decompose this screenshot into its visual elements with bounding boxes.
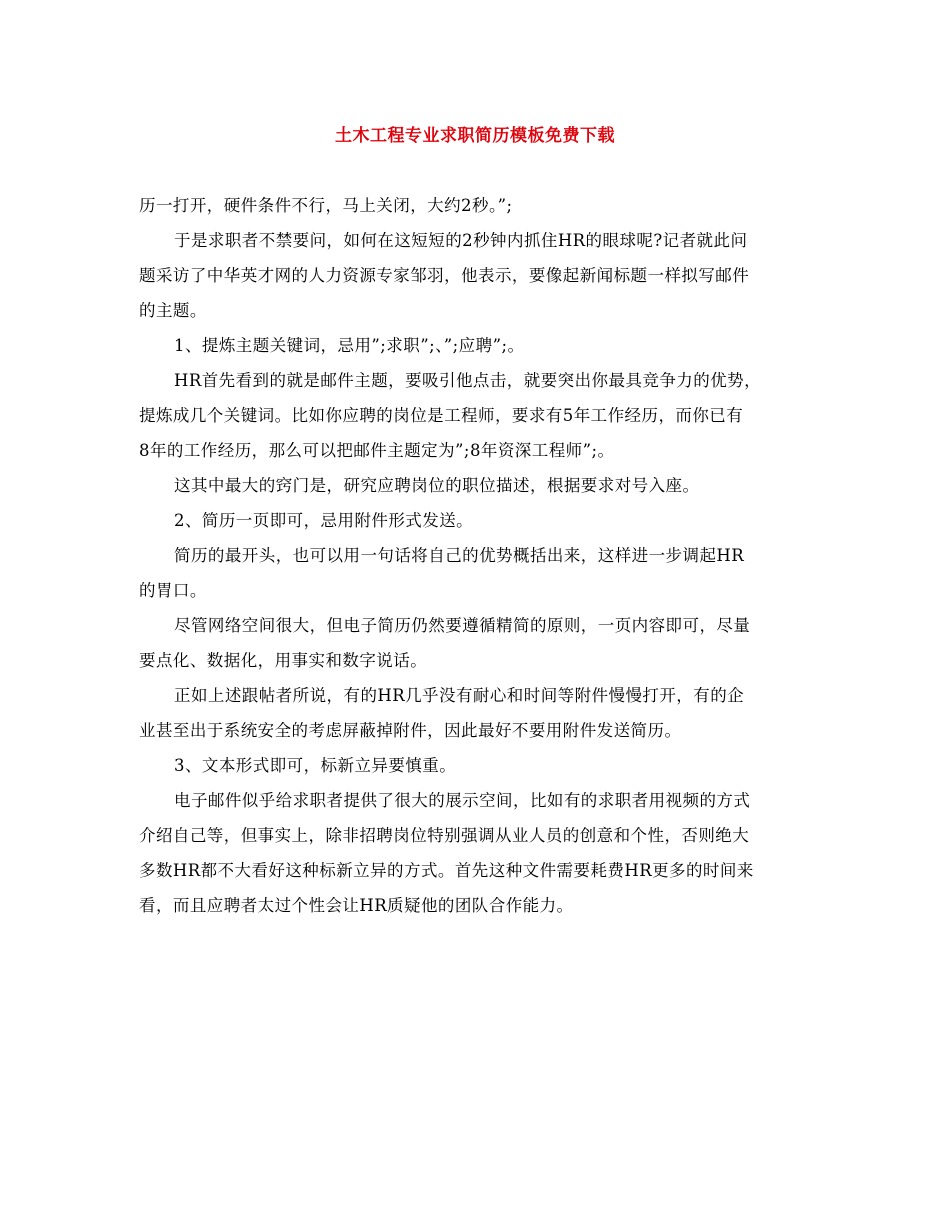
document-line: 正如上述跟帖者所说，有的HR几乎没有耐心和时间等附件慢慢打开，有的企 (174, 686, 745, 705)
document-line: 介绍自己等，但事实上，除非招聘岗位特别强调从业人员的创意和个性，否则绝大 (139, 826, 750, 845)
document-line: 的主题。 (139, 301, 207, 320)
document-line: 要点化、数据化，用事实和数字说话。 (139, 651, 428, 670)
document-line: 3、文本形式即可，标新立异要慎重。 (174, 756, 457, 775)
document-line: 1、提炼主题关键词，忌用”;求职”;、”;应聘”;。 (174, 336, 525, 355)
document-line: 历一打开，硬件条件不行，马上关闭，大约2秒。”; (139, 196, 513, 215)
document-line: HR首先看到的就是邮件主题，要吸引他点击，就要突出你最具竞争力的优势， (174, 371, 762, 390)
document-line: 题采访了中华英才网的人力资源专家邹羽，他表示，要像起新闻标题一样拟写邮件 (139, 266, 750, 285)
document-body (139, 188, 819, 923)
document-line: 多数HR都不大看好这种标新立异的方式。首先这种文件需要耗费HR更多的时间来 (139, 861, 754, 880)
document-title: 土木工程专业求职简历模板免费下载 (335, 126, 615, 146)
document-line: 电子邮件似乎给求职者提供了很大的展示空间，比如有的求职者用视频的方式 (174, 791, 751, 810)
document-line: 于是求职者不禁要问，如何在这短短的2秒钟内抓住HR的眼球呢?记者就此问 (174, 231, 748, 250)
document-line: 这其中最大的窍门是，研究应聘岗位的职位描述，根据要求对号入座。 (174, 476, 700, 495)
document-line: 2、简历一页即可，忌用附件形式发送。 (174, 511, 474, 530)
document-line: 简历的最开头，也可以用一句话将自己的优势概括出来，这样进一步调起HR (174, 546, 745, 565)
document-line: 8年的工作经历，那么可以把邮件主题定为”;8年资深工程师”;。 (139, 441, 615, 460)
document-line: 尽管网络空间很大，但电子简历仍然要遵循精简的原则，一页内容即可，尽量 (174, 616, 751, 635)
document-line: 业甚至出于系统安全的考虑屏蔽掉附件，因此最好不要用附件发送简历。 (139, 721, 682, 740)
document-line: 的胃口。 (139, 581, 207, 600)
document-line: 提炼成几个关键词。比如你应聘的岗位是工程师，要求有5年工作经历，而你已有 (139, 406, 744, 425)
document-line: 看，而且应聘者太过个性会让HR质疑他的团队合作能力。 (139, 896, 574, 915)
